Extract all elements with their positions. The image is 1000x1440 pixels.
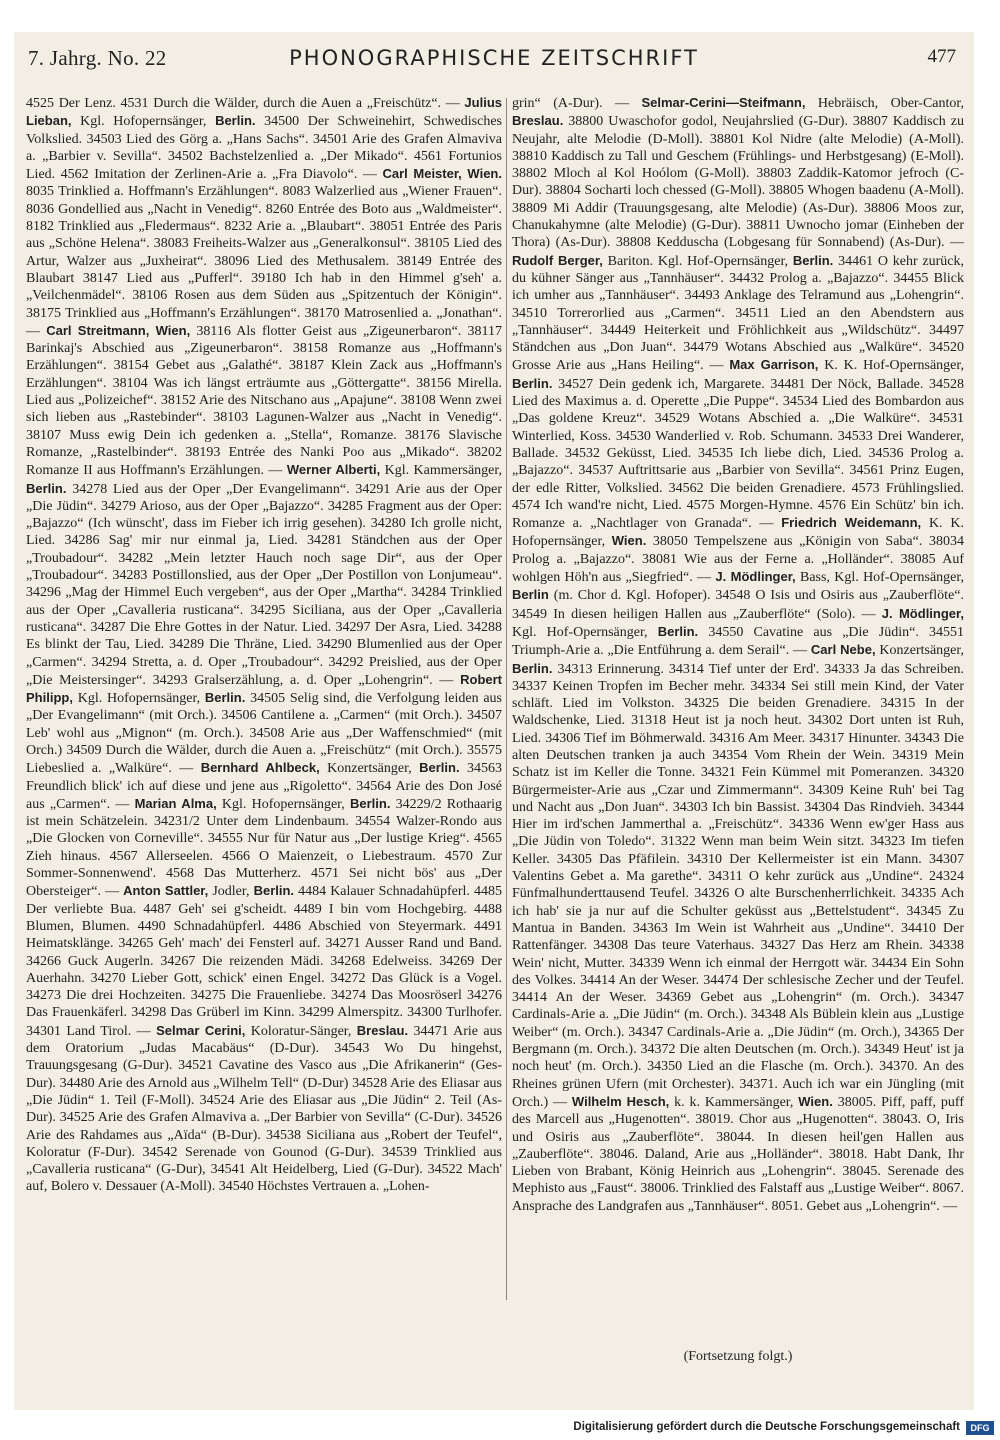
artist-name: Berlin. — [215, 113, 256, 129]
artist-name: Marian Alma, — [134, 795, 217, 811]
left-column-text — [26, 94, 502, 1196]
catalog-text: Jodler, — [208, 884, 254, 900]
artist-name: Berlin. — [350, 795, 391, 811]
catalog-text: k. k. Kammersänger, — [669, 1094, 799, 1110]
catalog-text: 38116 Als flotter Geist aus „Zigeunerbaron“. 38117 Barinkaj's Abschied aus „Zigeunerbaron“. 38158 Romanze aus „Hoffmann's Erzählungen“. 38154 Gebet aus „Galathé“. 38187 Klein Zack aus „Hoffmann's Erzählungen“. 38104 Was ich längst erträumte aus „Göttergatte“. 38156 Mirella. Lied aus „Polizeichef“. 38152 Arie des Nitschano aus „Apajune“. 38108 Wenn zwei sich lieben aus „Rastebinder“. 38103 Lagunen-Walzer aus „Nacht in Venedig“. 38107 Muss ewig Dein ich gedenken a. „Stella“, Romanze. 38176 Slavische Romanze, „Rastelbinder“. 38193 Entrée des Nanki Poo aus „Mikado“. 38202 Romanze II aus Hoffmann's Erzählungen. — — [26, 323, 502, 479]
catalog-text: 4484 Kalauer Schnadahüpferl. 4485 Der verliebte Bua. 4487 Geh' sei g'scheidt. 4489 I bin vom Hochgebirg. 4488 Blumen, Blumen. 4490 Schnadahüpferl. 4486 Abschied von Steyermark. 4491 Heimatsklänge. 34265 Geh' mach' dei Fensterl auf. 34271 Ausser Rand und Band. 34266 Guck Augerln. 34267 Die reizenden Mädi. 34268 Edelweiss. 34269 Der Auerhahn. 34270 Lieber Gott, schick' einen Engel. 34272 Das Glück is a Vogel. 34273 Die drei Hochzeiten. 34275 Die Frauenliebe. 34274 Das Moosröserl 34276 Das Frauenkäferl. 34298 Das Grüberl im Kinn. 34299 Almerspitz. 34300 Turlhofer. 34301 Land Tirol. — — [26, 884, 502, 1039]
artist-name: Selmar-Cerini—Steifmann, — [641, 95, 806, 110]
artist-name: Carl Nebe, — [810, 642, 876, 658]
artist-name: Bernhard Ahlbeck, — [200, 760, 320, 776]
artist-name: Berlin. — [253, 883, 295, 899]
artist-name: Julius Lieban, — [26, 95, 502, 129]
catalog-text: K. K. Hof-Opernsänger, — [818, 358, 964, 374]
artist-name: Anton Sattler, — [123, 883, 209, 899]
catalog-text: Konzertsänger, — [319, 761, 420, 777]
artist-name: J. Mödlinger, — [881, 605, 964, 621]
right-column — [512, 94, 964, 1374]
catalog-text: Kgl. Hofopernsänger, — [71, 114, 216, 130]
artist-name: Berlin — [512, 587, 549, 603]
catalog-text: 34313 Erinnerung. 34314 Tief unter der Erd'. 34333 Ja das Schreiben. 34337 Keinen Tropfen im Becher mehr. 34334 Sei still mein Kind, der Vater schläft. Lied im Volkston. 34325 Die beiden Grenadiere. 34315 In der Waldschenke, Lied. 31318 Heut ist ja noch heut. 34302 Dort unten ist Ruh, Lied. 34306 Tief im Böhmerwald. 34316 Am Meer. 34317 Hinunter. 34343 Die alten Deutschen tranken ja auch 34354 Vom Rhein der Wein. 34319 Mein Schatz ist im Keller die Tonne. 34321 Fein Kümmel mit Pomeranzen. 34320 Bürgermeister-Arie aus „Czar und Zimmermann“. 34309 Keine Ruh' bei Tag und Nacht aus „Don Juan“. 34303 Ich bin Bassist. 34304 Das Rindvieh. 34344 Hier im ird'schen Jammerthal a. „Freischütz“. 34336 Wenn ew'ger Hass aus „Die Jüdin von Toledo“. 31322 Wenn man beim Wein sitzt. 34323 Im tiefen Keller. 34305 Das Pfäfilein. 34310 Der Kellermeister ist ein Mann. 34307 Valentins Gebet a. Ma garethe“. 34311 O kehr zurück aus „Undine“. 24324 Fünfmalhunderttausend Teufel. 34326 O alte Burschenherrlichkeit. 34335 Ach ich hab' sie ja nur auf die Schulter geküsst aus „Bettelstudent“. 34345 Zu Mantua in Banden. 34363 Im Wein ist Wahrheit aus „Undine“. 34410 Der Rattenfänger. 34308 Das teure Vaterhaus. 34327 Das Herz am Rhein. 34338 Wein' nicht, Mutter. 34339 Wenn ich einmal der Herrgott wär. 34434 Ein Sohn des Volkes. 34414 An der Weser. 34474 Der schlesische Zecher und der Teufel. 34414 An der Weser. 34369 Gebet aus „Lohengrin“ (m. Orch.). 34347 Cardinals-Arie a. „Die Jüdin“ (m. Orch.). 34348 Als Büblein klein aus „Lustige Weiber“ (m. Orch.). 34347 Cardinals-Arie a. „Die Jüdin“ (m. Orch.), 34365 Der Bergmann (m. Orch.). 34372 Die alten Deutschen (m. Orch.). 34349 Heut' ist ja noch heut' (m. Orch.). 34350 Lied an die Flasche (m. Orch.). 34370. An des Rheines grünen Ufern (mit Orchester). 34371. Auch ich war ein Jüngling (mit Orch.) — — [512, 661, 964, 1110]
artist-name: Breslau. — [512, 113, 564, 129]
artist-name: Berlin. — [792, 252, 834, 268]
catalog-text: (m. Chor d. Kgl. Hofoper). 34548 O Isis und Osiris aus „Zauberflöte“. 34549 In diesen heiligen Hallen aus „Zauberflöte“ (Solo). — — [512, 588, 964, 622]
catalog-text: Konzertsänger, — [875, 643, 964, 659]
artist-name: Rudolf Berger, — [512, 252, 603, 268]
catalog-text: Bass, Kgl. Hof-Opernsänger, — [795, 570, 964, 586]
catalog-text: 34505 Selig sind, die Verfolgung leiden aus „Der Evangelimann“ (mit Orch.). 34506 Cantilene a. „Carmen“ (mit Orch.). 34507 Leb' wohl aus „Mignon“ (m. Orch.). 34508 Arie aus „Der Waffenschmied“ (mit Orch.) 34509 Durch die Wälder, durch die Auen a. „Freischütz“ (mit Orch.). 35575 Liebeslied a. „Walküre“. — — [26, 691, 502, 777]
artist-name: Werner Alberti, — [286, 462, 381, 478]
catalog-text: 34527 Dein gedenk ich, Margarete. 34481 Der Nöck, Ballade. 34528 Lied des Maximus a. d. Operette „Die Puppe“. 34534 Lied des Bombardon aus „Das goldene Kreuz“. 34529 Wotans Abschied a. „Die Walküre“. 34531 Winterlied, Koss. 34530 Wanderlied v. Rob. Schumann. 34533 Drei Wanderer, Ballade. 34532 Geküsst, Lied. 34535 Ich liebe dich, Lied. 34536 Prolog a. „Bajazzo“. 34537 Auftrittsarie aus „Barbier von Sevilla“. 34561 Prinz Eugen, der edle Ritter, Volkslied. 34562 Die beiden Grenadiere. 4573 Frühlingslied. 4574 Ich wand're nicht, Lied. 4575 Morgen-Hymne. 4576 Ein Schütz' bin ich. Romanze a. „Nachtlager von Granada“. — — [512, 376, 964, 532]
volume-issue: 7. Jahrg. No. 22 — [28, 46, 167, 70]
artist-name: Wilhelm Hesch, — [571, 1093, 670, 1109]
catalog-text: 38050 Tempelszene aus „Königin von Saba“. 38034 Prolog a. „Bajazzo“. 38081 Wie aus der Ferne a. „Holländer“. 38085 Auf wohlgen Höh'n aus „Siegfried“. — — [512, 534, 964, 586]
catalog-text: Kgl. Hofopernsänger, — [216, 796, 350, 812]
running-header — [14, 44, 974, 80]
right-column-text — [512, 94, 964, 1215]
artist-name: Berlin. — [26, 480, 67, 496]
catalog-text: 34500 Der Schweinehirt, Schwedisches Volkslied. 34503 Lied des Görg a. „Hans Sachs“. 34501 Arie des Grafen Almaviva a. „Barbier v. Sevilla“. 34502 Bachstelzenlied a. „Der Mikado“. 4561 Fortunios Lied. 4562 Imitation der Zerlinen-Arie a. „Fra Diavolo“. — — [26, 114, 502, 183]
catalog-text: K. K. Hofopernsänger, — [512, 516, 964, 550]
catalog-text: 38800 Uwaschofor godol, Neujahrslied (G-Dur). 38807 Kaddisch zu Neujahr, alte Melodie (D-Moll). 38801 Kol Nidre (alte Melodie) (A-Moll). 38810 Kaddisch zu Tall und Geschem (Frühlings- und Herbstgesang) (E-Moll). 38802 Mloch al Kol Hoólom (G-Moll). 38803 Zaddik-Katomor jefroch (C-Dur). 38804 Socharti loch chessed (G-Moll). 38805 Whogen baadenu (A-Moll). 38809 Mi Addir (Trauungsgesang, alte Melodie) (As-Dur). 38806 Moos zur, Chanukahymne (alte Melodie) (G-Dur). 38811 Uwnocho jomar (Einheben der Thora) (As-Dur). 38808 Kedduscha (Lobgesang für Sonnabend) (As-Dur). — — [512, 114, 964, 251]
catalog-text: grin“ (A-Dur). — — [512, 96, 642, 111]
column-divider — [506, 98, 507, 1300]
catalog-text: 34550 Cavatine aus „Die Jüdin“. 34551 Triumph-Arie a. „Die Entführung a. dem Serail“. — — [512, 624, 964, 659]
artist-name: Berlin. — [419, 760, 460, 776]
artist-name: Friedrich Weidemann, — [781, 515, 922, 531]
artist-name: J. Mödlinger, — [715, 569, 796, 585]
artist-name: Selmar Cerini, — [156, 1022, 246, 1038]
artist-name: Carl Meister, Wien. — [382, 166, 502, 182]
artist-name: Carl Streitmann, Wien, — [46, 322, 191, 338]
artist-name: Breslau. — [356, 1022, 409, 1038]
funding-note: Digitalisierung gefördert durch die Deutsche Forschungsgemeinschaft — [573, 1421, 960, 1433]
catalog-text: Bariton. Kgl. Hof-Opernsänger, — [602, 253, 793, 269]
artist-name: Berlin. — [512, 375, 553, 391]
artist-name: Wien. — [798, 1093, 833, 1109]
artist-name: Berlin. — [657, 623, 699, 639]
catalog-text: 34278 Lied aus der Oper „Der Evangelimann“. 34291 Arie aus der Oper „Die Jüdin“. 34279 Arioso, aus der Oper „Bajazzo“. 34285 Fragment aus der Oper: „Bajazzo“ (Ich wünscht', dass im Fieber ich irrig gesehen). 34280 Ich grolle nicht, Lied. 34286 Sag' mir nur einmal ja, Lied. 34281 Ständchen aus der Oper „Troubadour“. 34282 „Mein letzter Hauch noch sage Dir“, aus der Oper „Troubadour“. 34283 Postillonslied, aus der Oper „Der Postillon von Lonjumeau“. 34296 „Mag der Himmel Euch vergeben“, aus der Oper „Martha“. 34284 Trinklied aus der Oper „Cavalleria rusticana“. 34295 Siciliana, aus der Oper „Cavalleria rusticana“. 34287 Die Ehre Gottes in der Natur. Lied. 34297 Der Asra, Lied. 34288 Es blinkt der Tau, Lied. 34289 Die Thräne, Lied. 34290 Blumenlied aus der Oper „Carmen“. 34294 Stretta, a. d. Oper „Troubadour“. 34292 Preislied, aus der Oper „Die Meistersinger“. 34293 Gralserzählung, a. d. Oper „Lohengrin“. — — [26, 481, 502, 688]
artist-name: Robert Philipp, — [26, 671, 502, 706]
catalog-text: 34563 Freundlich blick' ich auf diese und jene aus „Rigoletto“. 34564 Arie des Don José aus „Carmen“. — — [26, 761, 502, 812]
artist-name: Berlin. — [512, 660, 553, 676]
catalog-text: Koloratur-Sänger, — [245, 1023, 357, 1039]
journal-page — [14, 32, 974, 1410]
left-column — [26, 94, 502, 1374]
catalog-text: 8035 Trinklied a. Hoffmann's Erzählungen“. 8083 Walzerlied aus „Wiener Frauen“. 8036 Gondellied aus „Nacht in Venedig“. 8260 Entrée des Boto aus „Waldmeister“. 8182 Trinklied aus „Fledermaus“. 8232 Arie a. „Blaubart“. 38051 Entrée des Paris aus „Schöne Helena“. 38083 Freiheits-Walzer aus „Generalkonsul“. 38105 Lied des Artur, Walzer aus „Juxheirat“. 38096 Lied des Methusalem. 38149 Entrée des Blaubart 38147 Lied aus „Pufferl“. 39180 Ich hab in den Himmel g'seh' a. „Veilchenmädel“. 38106 Rosen aus dem Süden aus „Spitzentuch der Königin“. 38175 Trinklied aus „Hoffmann's Erzählungen“. 38170 Matrosenlied a. „Jonathan“. — — [26, 184, 502, 339]
dfg-logo: DFG — [966, 1421, 994, 1435]
artist-name: Wien. — [611, 533, 647, 549]
artist-name: Berlin. — [204, 690, 246, 706]
catalog-text: 4525 Der Lenz. 4531 Durch die Wälder, durch die Auen a „Freischütz“. — — [26, 96, 465, 111]
catalog-text: Kgl. Hofopernsänger, — [72, 691, 205, 707]
catalog-text: 38005. Piff, paff, puff des Marcell aus „Hugenotten“. 38019. Chor aus „Hugenotten“. 38043. O, Iris und Osiris aus „Zauberflöte“. 38044. In diesen heil'gen Hallen aus „Zauberflöte“. 38046. Daland, Arie aus „Holländer“. 38018. Habt Dank, Ihr Lieben von Brabant, König Heinrich aus „Lohengrin“. 38045. Serenade des Mephisto aus „Faust“. 38006. Trinklied des Falstaff aus „Lustige Weiber“. 8067. Ansprache des Landgrafen aus „Tannhäuser“. 8051. Gebet aus „Lohengrin“. — — [512, 1094, 964, 1214]
digitization-footer — [0, 1418, 1000, 1440]
artist-name: Max Garrison, — [729, 357, 819, 373]
catalog-text: 34471 Arie aus dem Oratorium „Judas Macabäus“ (D-Dur). 34543 Wo Du hingehst, Trauungsgesang (G-Dur). 34521 Cavatine des Vasco aus „Die Afrikanerin“ (Ges-Dur). 34480 Arie des Arnold aus „Wilhelm Tell“ (D-Dur) 34528 Arie des Eliasar aus „Die Jüdin“ 1. Teil (F-Moll). 34524 Arie des Eliasar aus „Die Jüdin“ 2. Teil (As-Dur). 34525 Arie des Grafen Almaviva a. „Der Barbier von Sevilla“ (C-Dur). 34526 Arie des Rahdames aus „Aïda“ (B-Dur). 34538 Siciliana aus „Robert der Teufel“, Koloratur (F-Dur). 34542 Serenade von Gounod (G-Dur). 34539 Trinklied aus „Cavalleria rusticana“ (G-Dur), 34541 Alt Heidelberg, Lied (G-Dur). 34522 Mach' auf, Bolero v. Dessauer (A-Moll). 34540 Höchstes Vertrauen a. „Lohen- — [26, 1023, 502, 1195]
catalog-text: Kgl. Kammersänger, — [380, 463, 502, 479]
catalog-text: 34461 O kehr zurück, du kühner Sänger aus „Tannhäuser“. 34432 Prolog a. „Bajazzo“. 34455 Blick ich umher aus „Tannhäuser“. 34493 Anklage des Telramund aus „Lohengrin“. 34510 Torrerorlied aus „Carmen“. 34511 Lied an den Abendstern aus „Tannhäuser“. 34449 Heiterkeit und Fröhlichkeit aus „Wildschütz“. 34497 Ständchen aus „Don Juan“. 34479 Wotans Abschied aus „Walküre“. 34520 Grosse Arie aus „Hans Heiling“. — — [512, 253, 964, 374]
journal-title: PHONOGRAPHISCHE ZEITSCHRIFT — [289, 46, 699, 70]
catalog-text: 34229/2 Rothaarig ist mein Schätzelein. 34231/2 Unter dem Lindenbaum. 34554 Walzer-Rondo aus „Die Glocken von Corneville“. 34555 Nur für Natur aus „Der lustige Krieg“. 4565 Zieh hinaus. 4567 Allerseelen. 4566 O Maienzeit, o Liebestraum. 4570 Zur Sommer-Sonnenwend'. 4568 Das Mutterherz. 4571 Sei nicht bös' aus „Der Obersteiger“. — — [26, 796, 502, 900]
page-number: 477 — [927, 46, 956, 67]
catalog-text: Hebräisch, Ober-Cantor, — [805, 96, 964, 111]
continuation-note: (Fortsetzung folgt.) — [683, 1349, 793, 1364]
catalog-text: Kgl. Hof-Opernsänger, — [512, 624, 658, 640]
